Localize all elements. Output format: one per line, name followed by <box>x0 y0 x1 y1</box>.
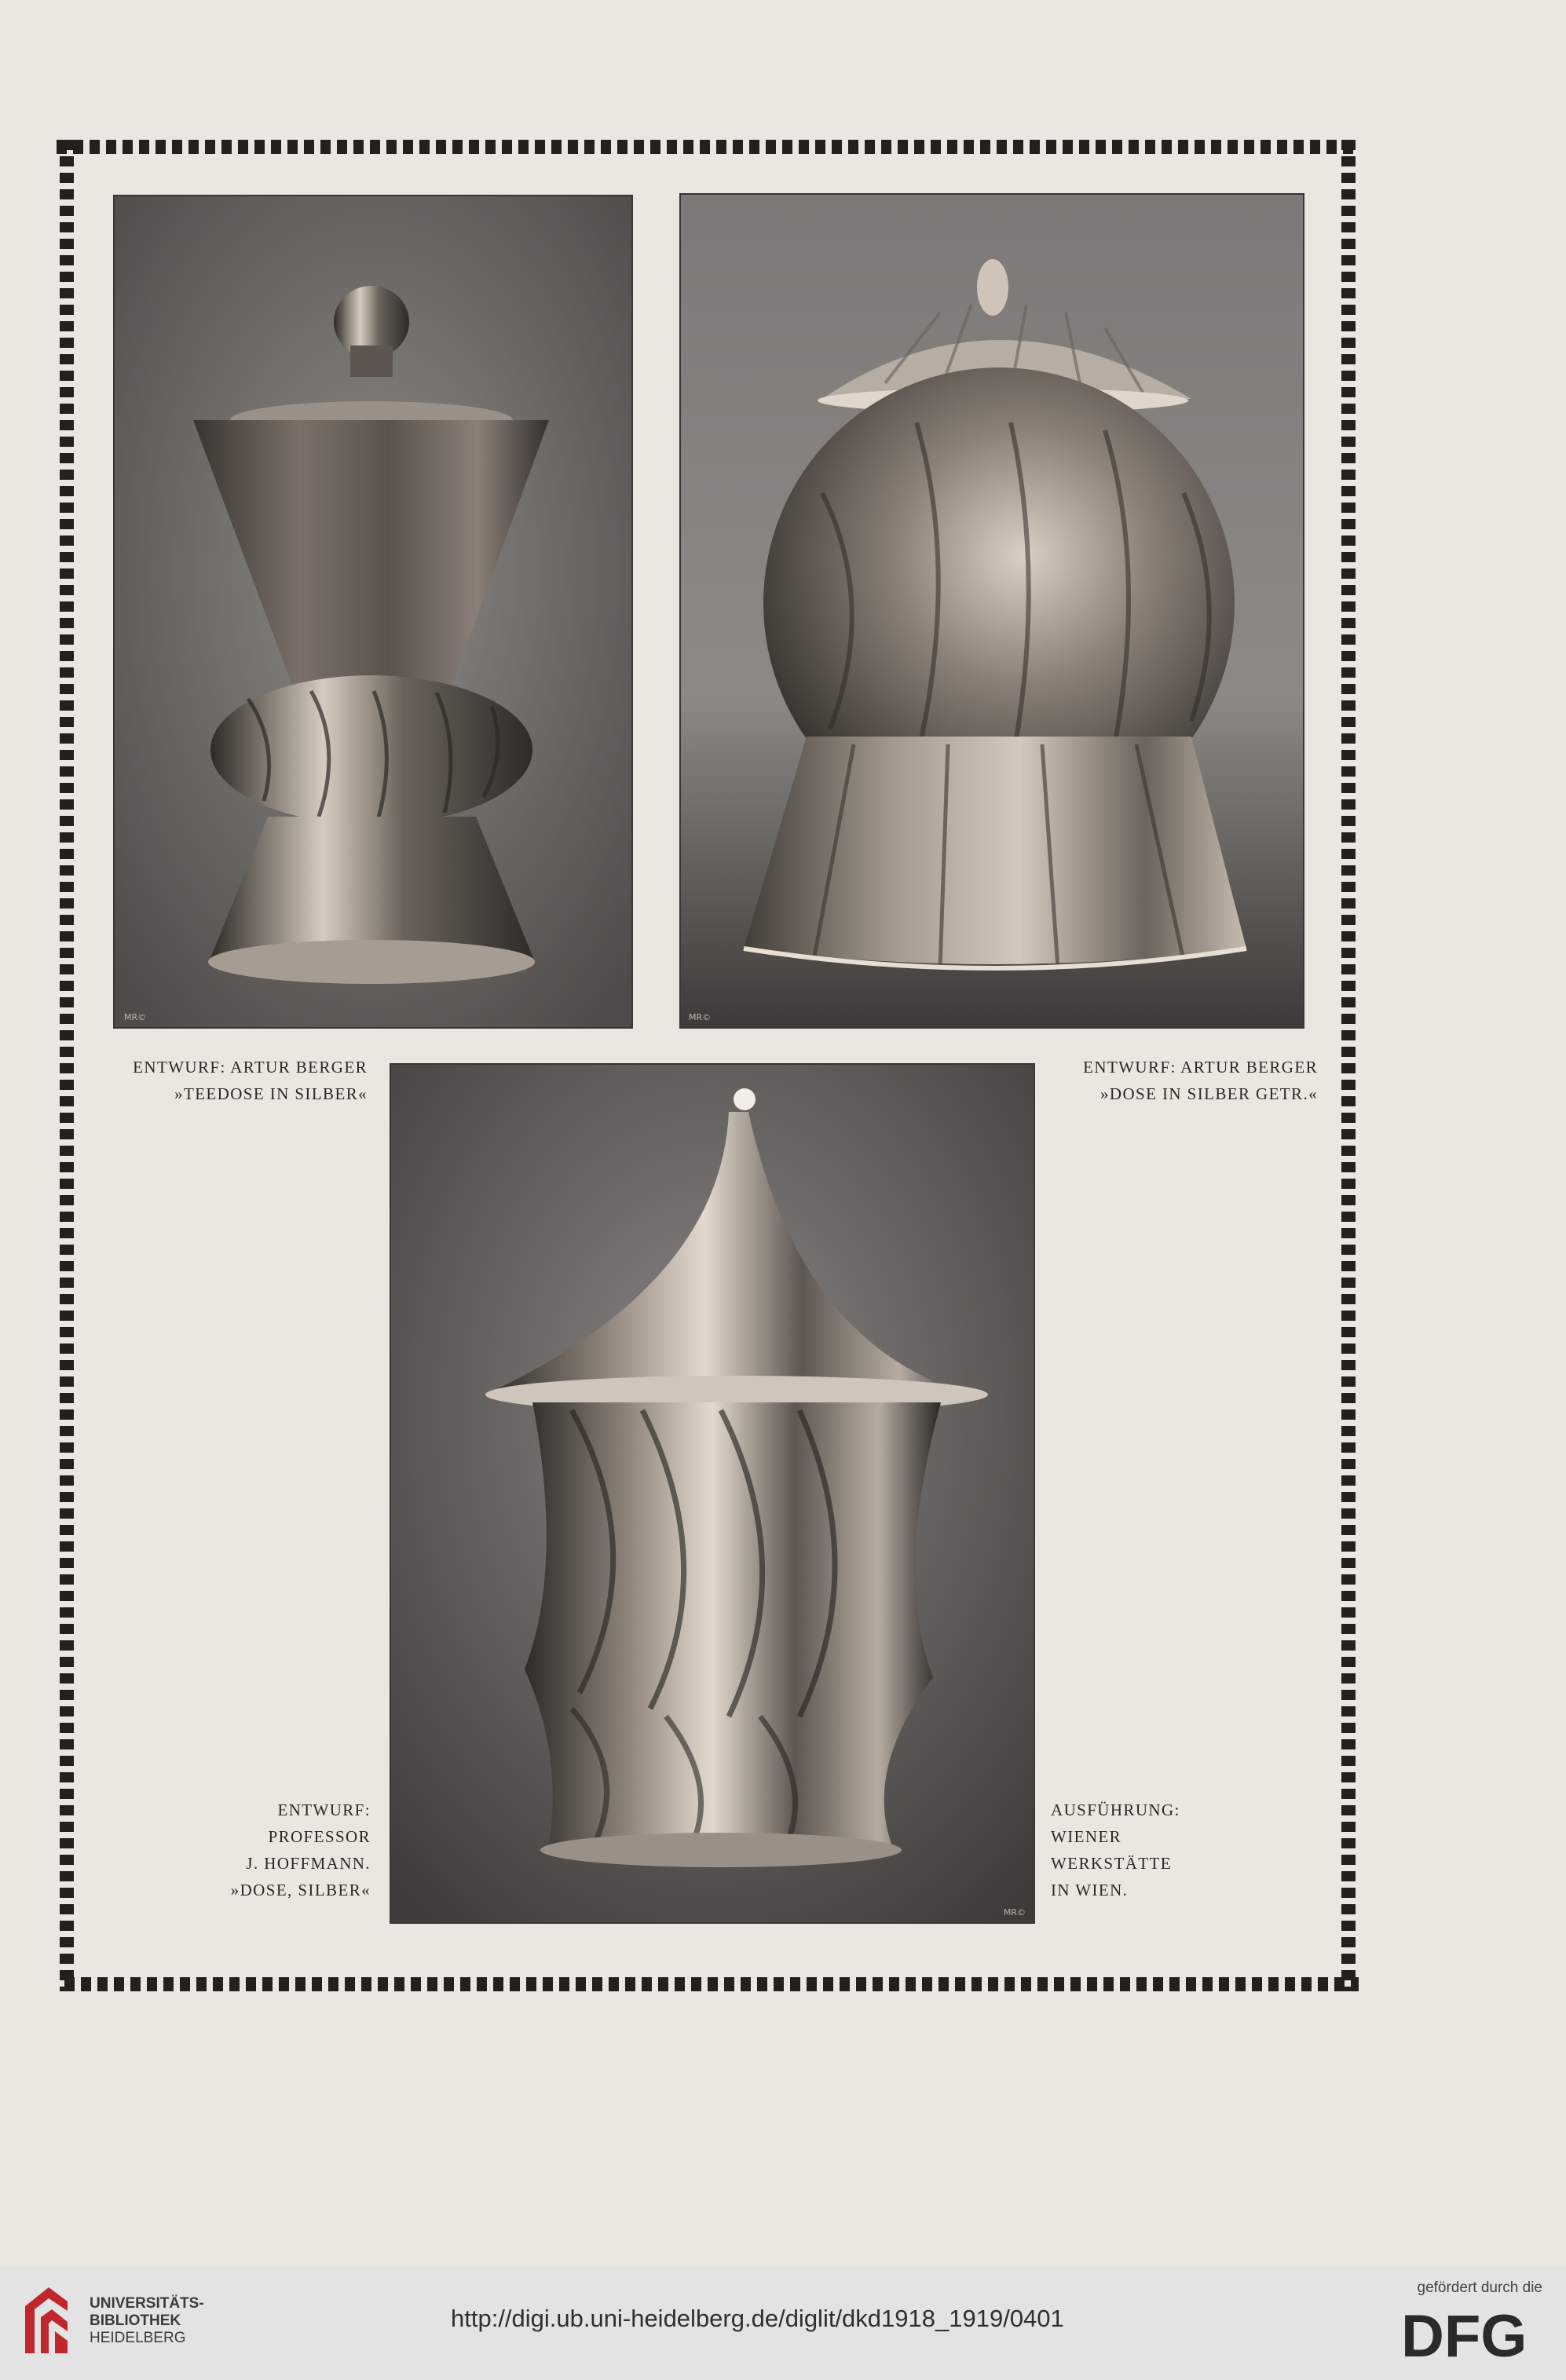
footer-bar <box>0 2265 1566 2380</box>
caption-line: ENTWURF: ARTUR BERGER <box>1083 1058 1318 1077</box>
university-library-logo-icon[interactable] <box>17 2283 75 2361</box>
caption-round-box <box>1083 1054 1318 1107</box>
caption-wiener-werkstaette <box>1051 1797 1180 1903</box>
caption-line: PROFESSOR <box>268 1827 371 1846</box>
caption-hoffmann-designer <box>231 1797 371 1903</box>
library-line: HEIDELBERG <box>90 2330 186 2346</box>
caption-line: »DOSE, SILBER« <box>230 1881 371 1899</box>
dfg-logo-icon[interactable] <box>1401 2306 1542 2363</box>
caption-line: »DOSE IN SILBER GETR.« <box>1100 1084 1318 1103</box>
caption-line: ENTWURF: <box>277 1801 371 1819</box>
library-line: UNIVERSITÄTS- <box>90 2295 204 2312</box>
photo-round-box <box>679 193 1304 1029</box>
frame-right-border <box>1341 140 1356 1991</box>
photo-mark: MR© <box>124 1012 147 1022</box>
caption-line: WERKSTÄTTE <box>1051 1854 1172 1873</box>
caption-line: ENTWURF: ARTUR BERGER <box>133 1058 368 1077</box>
library-line: BIBLIOTHEK <box>90 2312 181 2329</box>
university-library-name <box>90 2295 204 2347</box>
photo-mark: MR© <box>689 1012 712 1022</box>
photo-tea-caddy <box>113 195 633 1029</box>
funder-name: DFG <box>1401 2306 1528 2363</box>
caption-line: »TEEDOSE IN SILBER« <box>174 1084 368 1103</box>
caption-line: WIENER <box>1051 1827 1122 1846</box>
caption-line: IN WIEN. <box>1051 1881 1129 1899</box>
caption-tea-caddy <box>133 1054 368 1107</box>
photo-mark: MR© <box>1003 1907 1026 1918</box>
funding-note: gefördert durch die <box>1417 2279 1542 2296</box>
frame-bottom-border <box>64 1977 1359 1991</box>
permalink-url[interactable]: http://digi.ub.uni-heidelberg.de/diglit/dkd1918_1919/0401 <box>451 2305 1064 2332</box>
photo-twisted-box <box>390 1063 1035 1924</box>
caption-line: AUSFÜHRUNG: <box>1051 1801 1180 1819</box>
frame-top-border <box>57 140 1356 154</box>
frame-left-border <box>60 140 74 1991</box>
caption-line: J. HOFFMANN. <box>246 1854 371 1873</box>
